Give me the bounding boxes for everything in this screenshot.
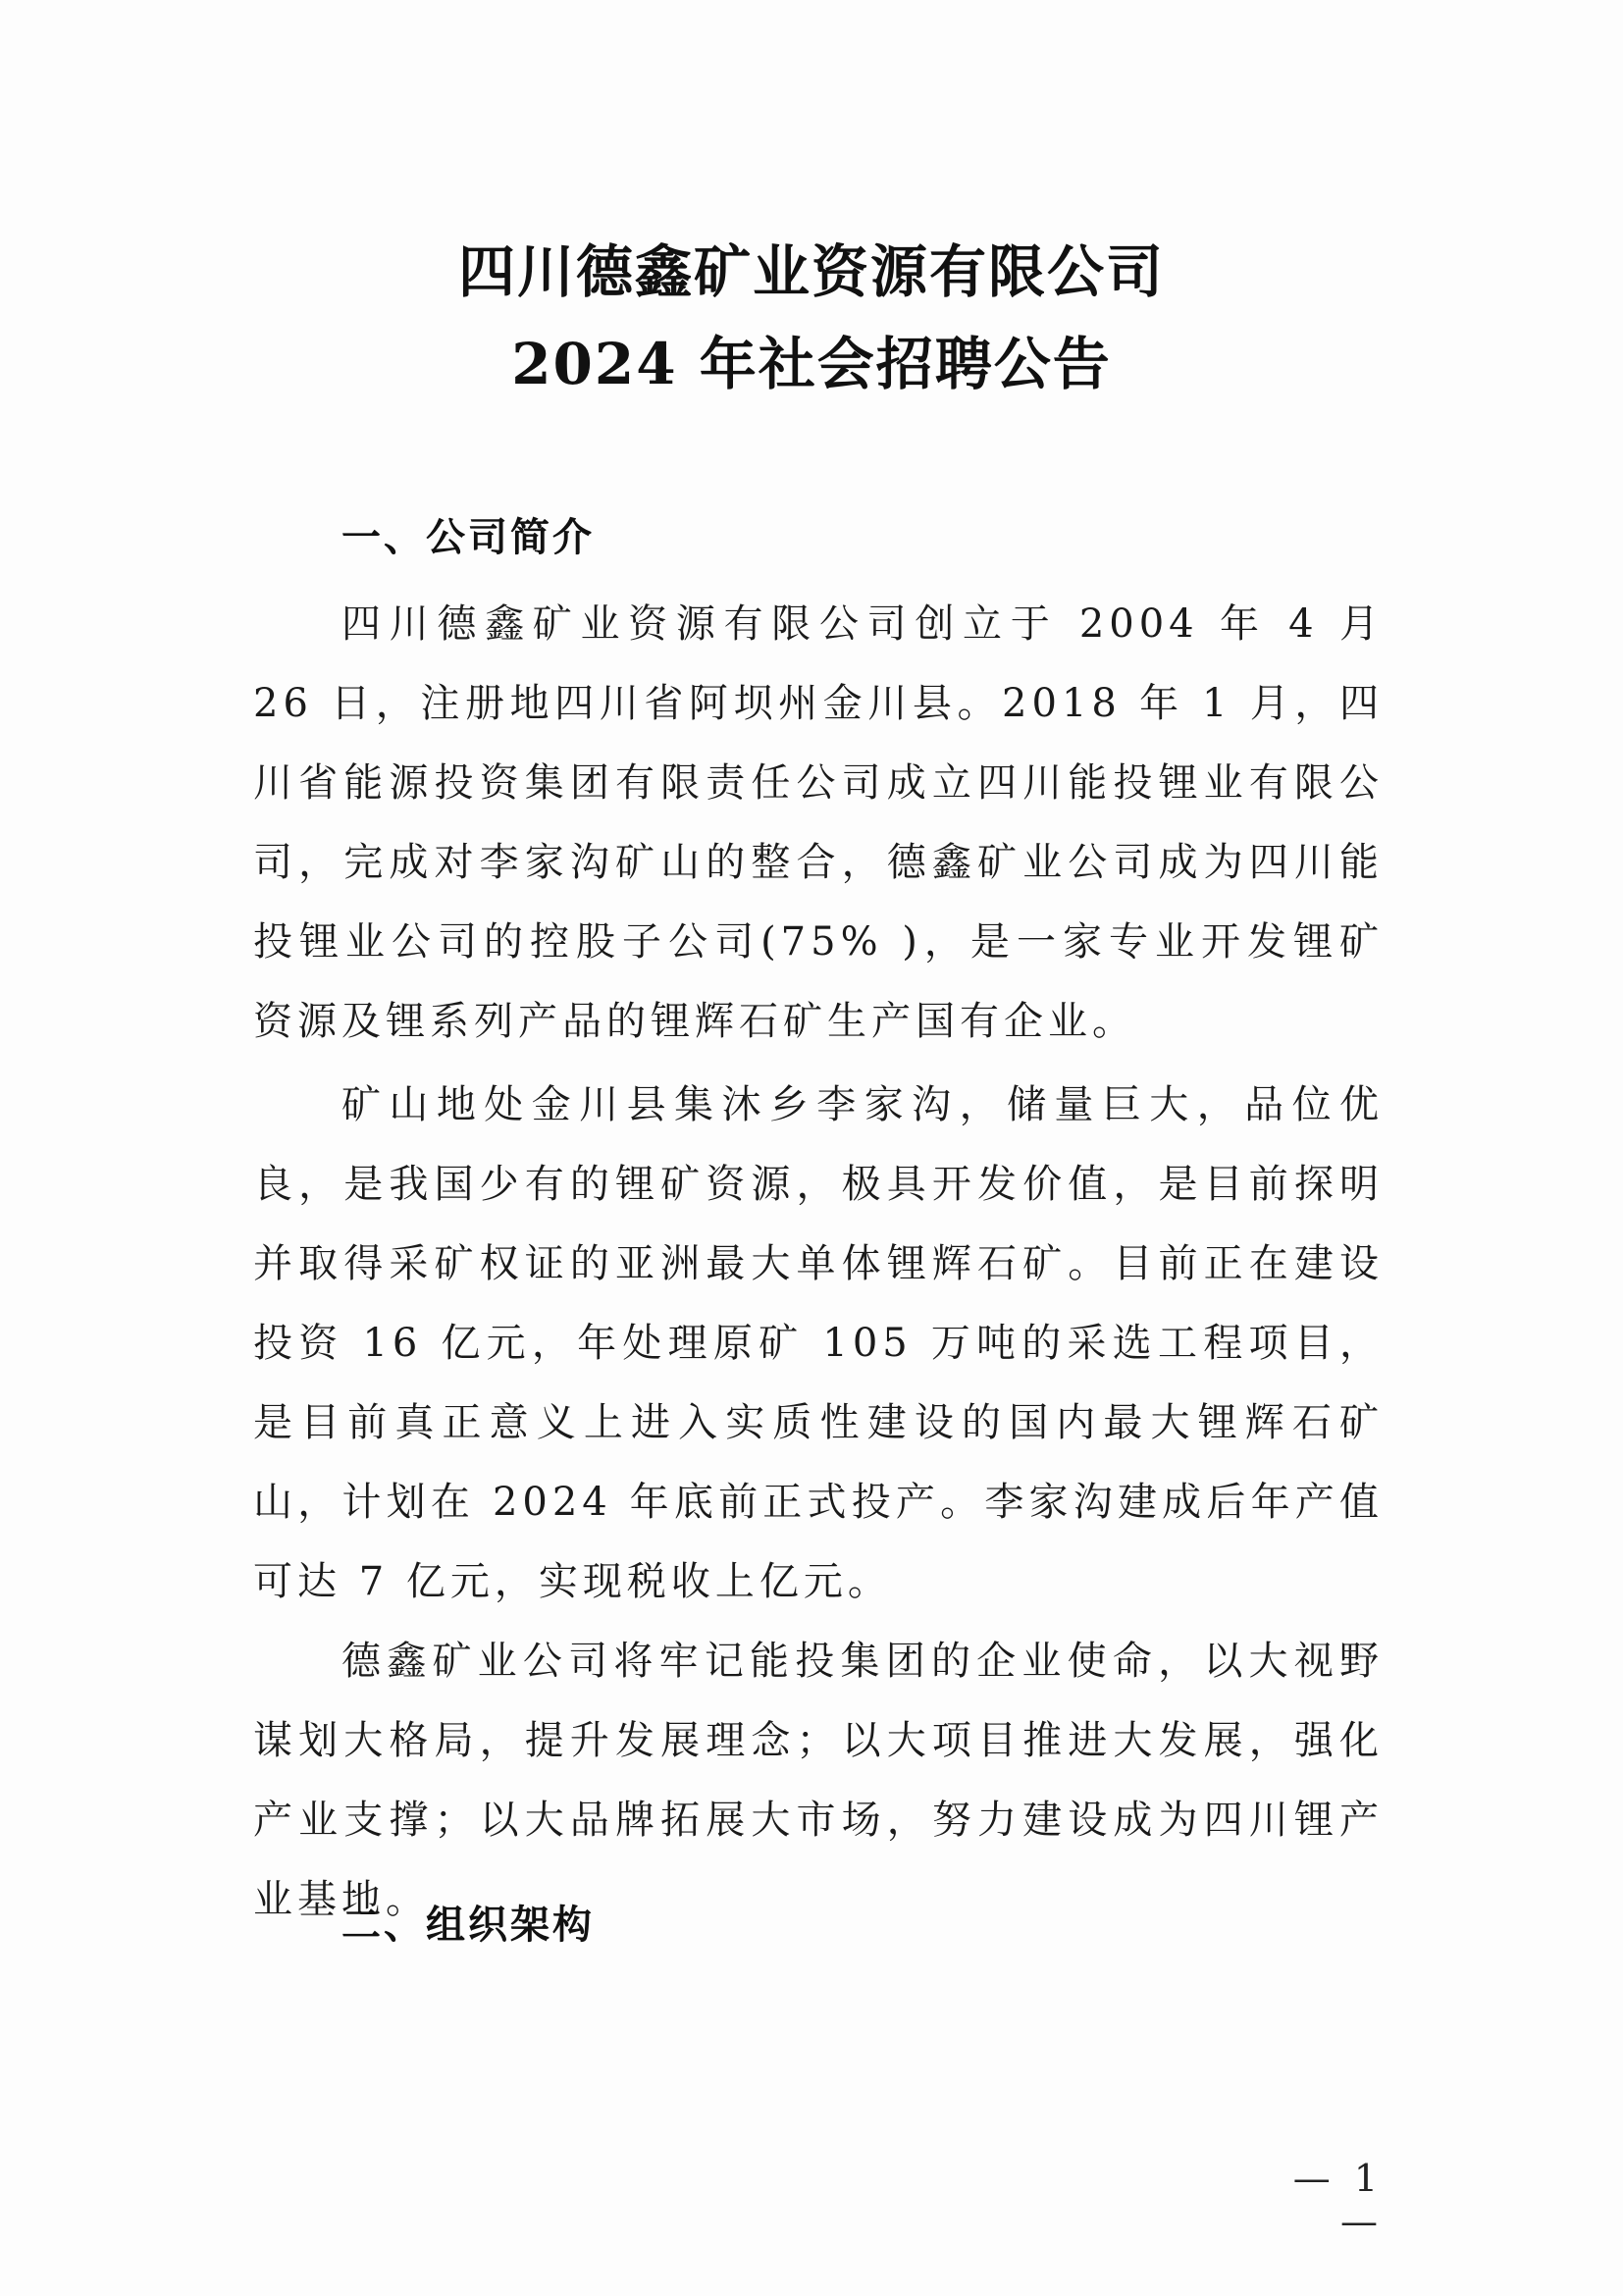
section-heading-organization: 二、组织架构 [341,1903,595,1948]
document-title-line2: 2024 年社会招聘公告 [511,331,1112,397]
paragraph-mine-overview: 矿山地处金川县集沐乡李家沟，储量巨大，品位优良，是我国少有的锂矿资源，极具开发价值，是目前探明并取得采矿权证的亚洲最大单体锂辉石矿。目前正在建设投资 16 亿元，年处理原矿 105 万吨的采选工程项目，是目前真正意义上进入实质性建设的国内最大锂辉石矿山，计划在 2024 年底前正式投产。李家沟建成后年产值可达 7 亿元，实现税收上亿元。 [253,1082,1384,1604]
paragraph-company-mission: 德鑫矿业公司将牢记能投集团的企业使命，以大视野谋划大格局，提升发展理念；以大项目推进大发展，强化产业支撑；以大品牌拓展大市场，努力建设成为四川锂产业基地。 [253,1639,1384,1922]
section-heading-company-profile: 一、公司简介 [341,515,595,560]
document-title-line1: 四川德鑫矿业资源有限公司 [457,238,1165,305]
paragraph-company-intro: 四川德鑫矿业资源有限公司创立于 2004 年 4 月 26 日，注册地四川省阿坝州金川县。2018 年 1 月，四川省能源投资集团有限责任公司成立四川能投锂业有限公司，完成对李家沟矿山的整合，德鑫矿业公司成为四川能投锂业公司的控股子公司(75% )，是一家专业开发锂矿资源及锂系列产品的锂辉石矿生产国有企业。 [253,601,1384,1044]
page-number: — 1 — [1292,2157,1384,2243]
